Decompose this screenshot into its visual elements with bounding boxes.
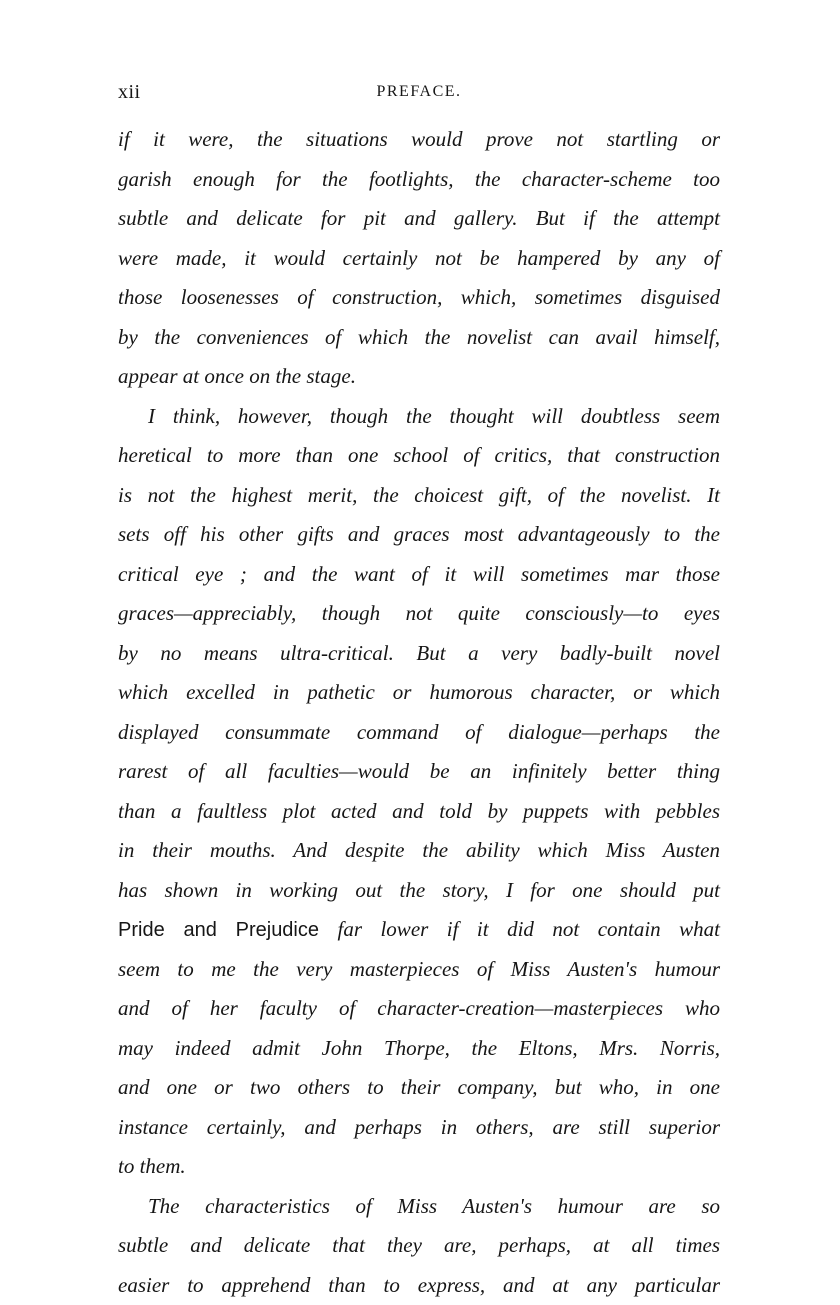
text-line: and one or two others to their company, but who, in one xyxy=(118,1068,720,1108)
text-line: displayed consummate command of dialogue—perhaps the xyxy=(118,713,720,753)
text-line: critical eye ; and the want of it will sometimes mar those xyxy=(118,555,720,595)
text-line: may indeed admit John Thorpe, the Eltons, Mrs. Norris, xyxy=(118,1029,720,1069)
text-line: subtle and delicate for pit and gallery. But if the attempt xyxy=(118,199,720,239)
text-line: has shown in working out the story, I for one should put xyxy=(118,871,720,911)
text-line: if it were, the situations would prove not startling or xyxy=(118,120,720,160)
text-line: which excelled in pathetic or humorous character, or which xyxy=(118,673,720,713)
book-title: Pride and Prejudice xyxy=(118,919,319,941)
text-line-with-title xyxy=(118,910,720,950)
text-line: by no means ultra-critical. But a very badly-built novel xyxy=(118,634,720,674)
text-line: instance certainly, and perhaps in others, are still superior xyxy=(118,1108,720,1148)
page-number: xii xyxy=(118,81,141,104)
text-line-rest: far lower if it did not contain what xyxy=(319,917,720,941)
text-line: those loosenesses of construction, which, sometimes disguised xyxy=(118,278,720,318)
text-line: rarest of all faculties—would be an infinitely better thing xyxy=(118,752,720,792)
body-text xyxy=(118,120,720,1305)
paragraph-end-line: to them. xyxy=(118,1147,720,1187)
text-line: graces—appreciably, though not quite consciously—to eyes xyxy=(118,594,720,634)
paragraph-start-line: I think, however, though the thought will doubtless seem xyxy=(118,397,720,437)
paragraph-start-line: The characteristics of Miss Austen's humour are so xyxy=(118,1187,720,1227)
paragraph-end-line: appear at once on the stage. xyxy=(118,357,720,397)
text-line: heretical to more than one school of critics, that construction xyxy=(118,436,720,476)
text-line: easier to apprehend than to express, and at any particular xyxy=(118,1266,720,1305)
text-line: and of her faculty of character-creation—masterpieces who xyxy=(118,989,720,1029)
text-line: in their mouths. And despite the ability which Miss Austen xyxy=(118,831,720,871)
text-line: is not the highest merit, the choicest gift, of the novelist. It xyxy=(118,476,720,516)
running-head: PREFACE. xyxy=(118,83,720,101)
text-line: by the conveniences of which the novelist can avail himself, xyxy=(118,318,720,358)
text-line: sets off his other gifts and graces most advantageously to the xyxy=(118,515,720,555)
text-line: subtle and delicate that they are, perhaps, at all times xyxy=(118,1226,720,1266)
page-header xyxy=(118,81,720,107)
text-line: garish enough for the footlights, the character-scheme too xyxy=(118,160,720,200)
text-line: than a faultless plot acted and told by puppets with pebbles xyxy=(118,792,720,832)
text-line: were made, it would certainly not be hampered by any of xyxy=(118,239,720,279)
text-line: seem to me the very masterpieces of Miss Austen's humour xyxy=(118,950,720,990)
